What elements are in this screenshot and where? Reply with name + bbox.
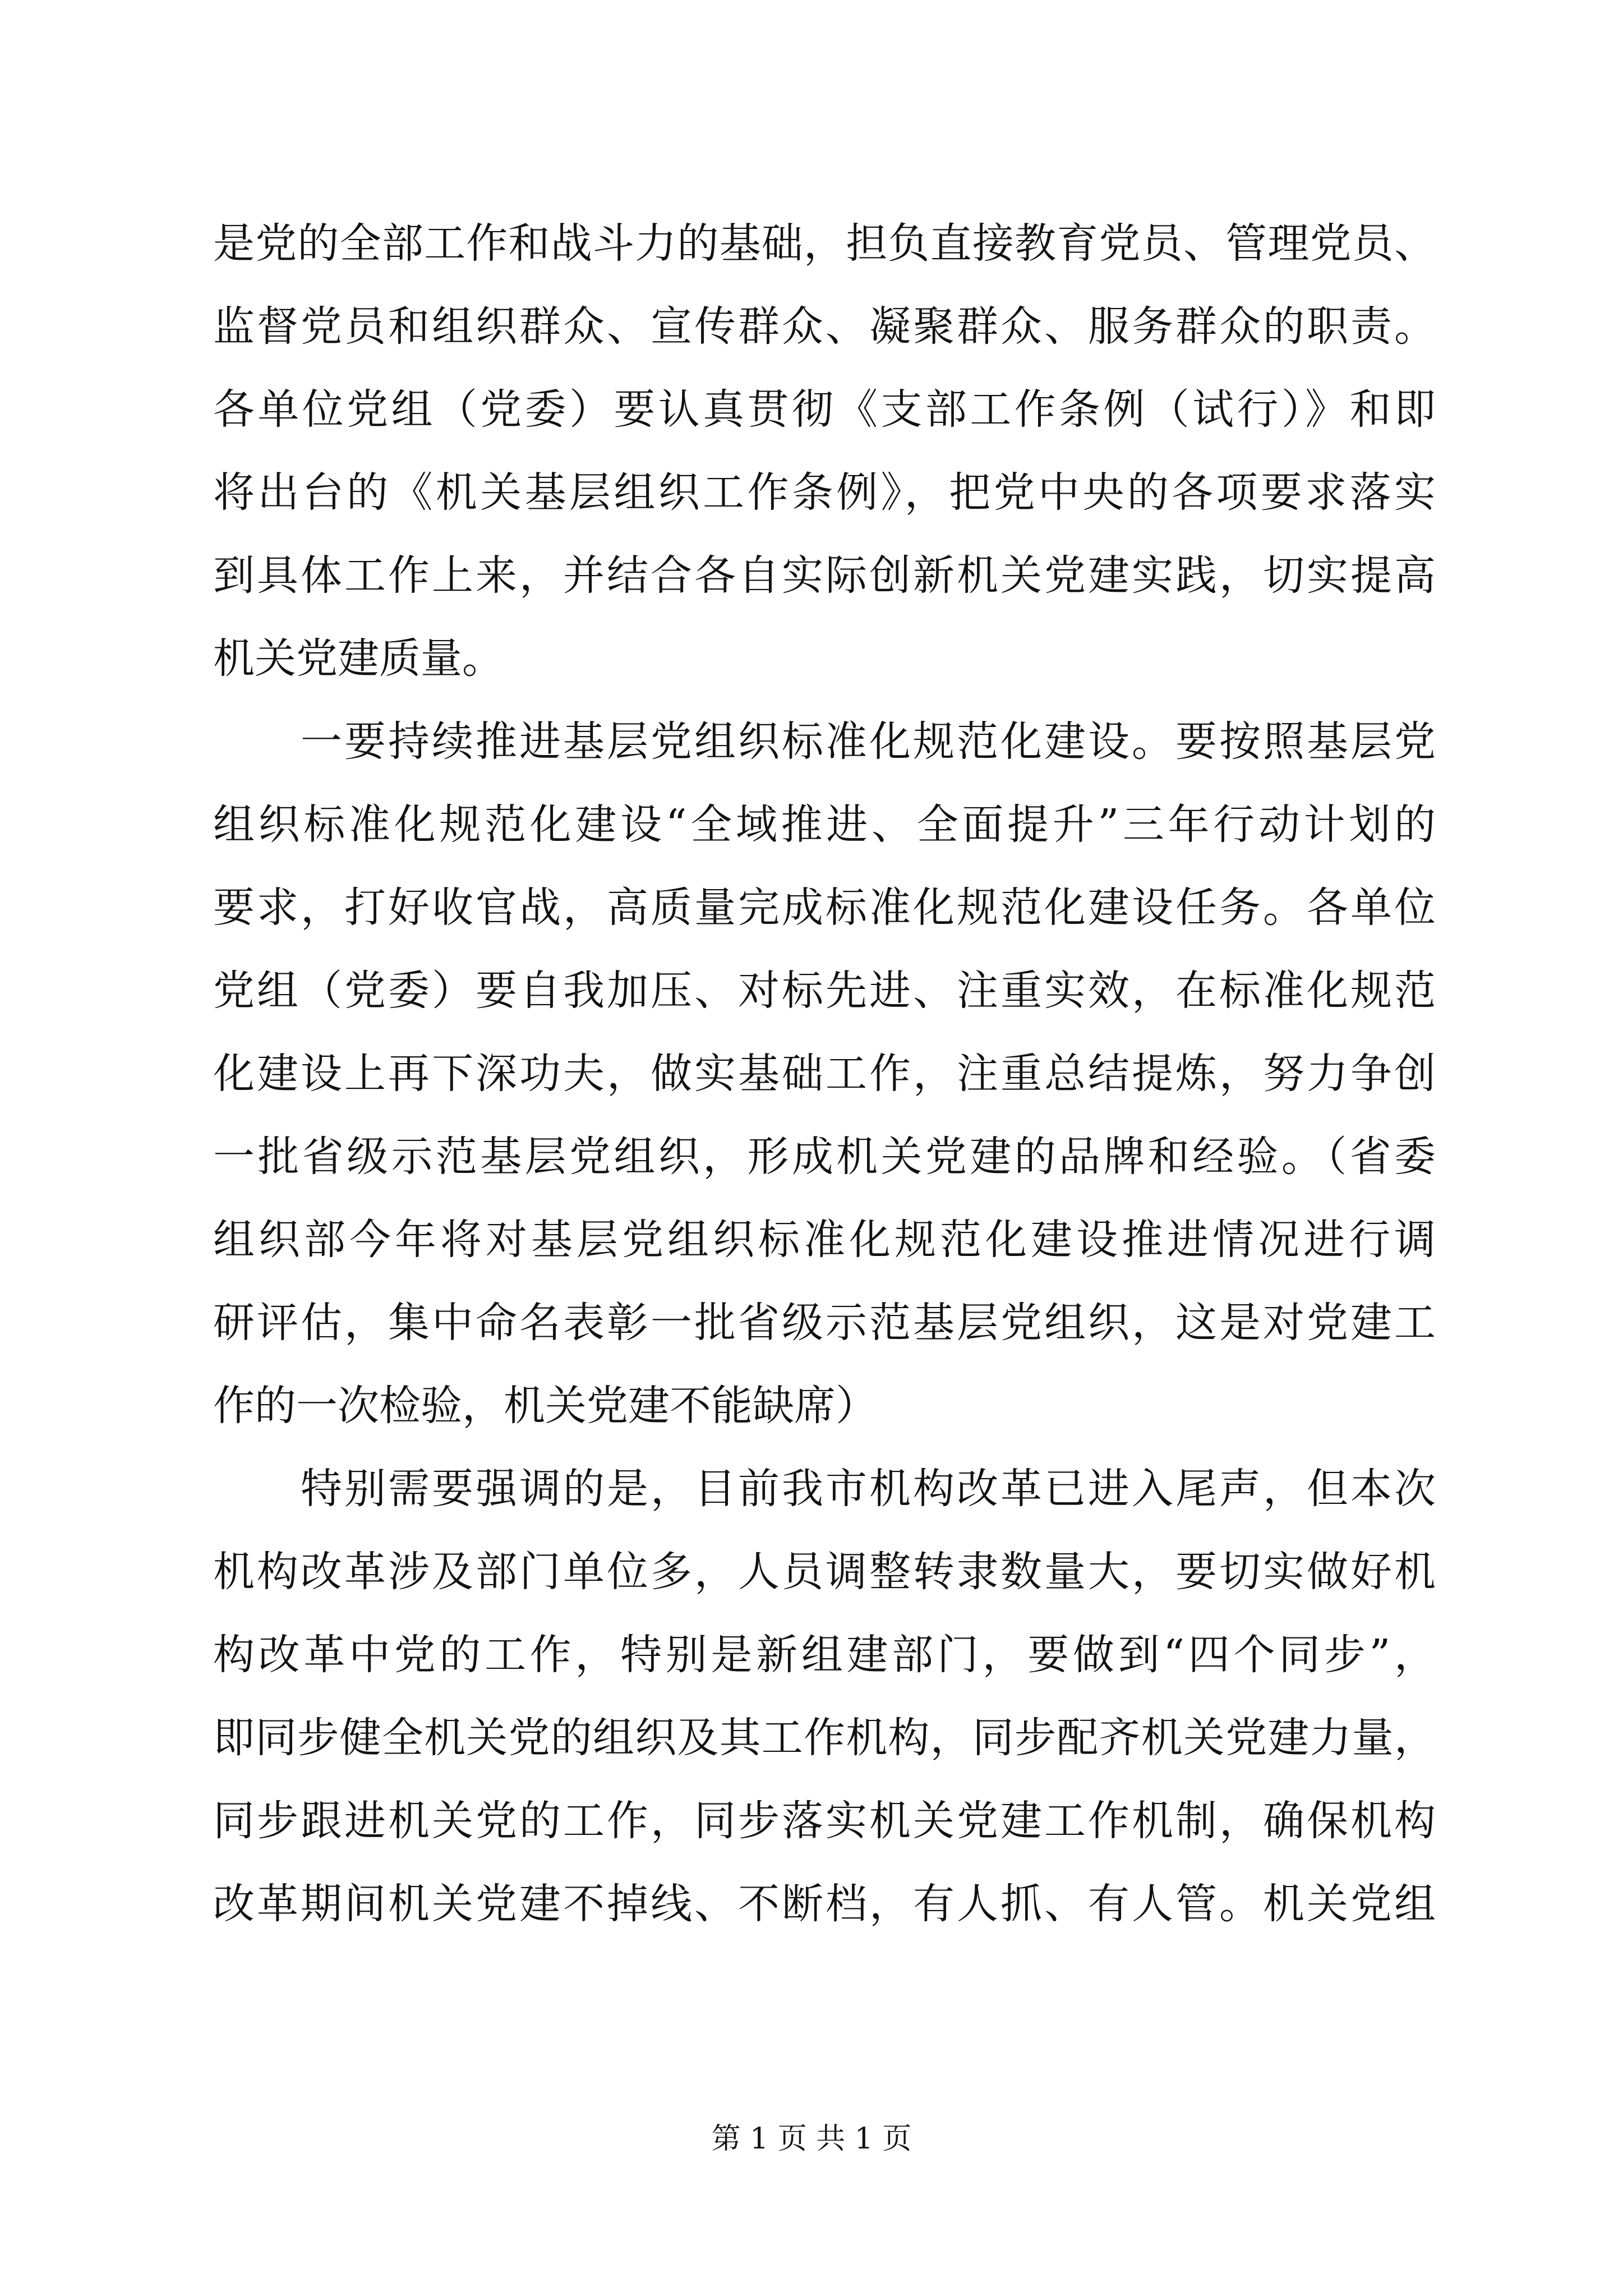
text-line: 组织标准化规范化建设“全域推进、全面提升”三年行动计划的 (213, 800, 1436, 849)
page-number-label: 第 1 页 共 1 页 (711, 2122, 912, 2156)
paragraph-3 (213, 1447, 1436, 1945)
text-line: 作的一次检验，机关党建不能缺席） (213, 1382, 877, 1430)
text-line: 各单位党组（党委）要认真贯彻《支部工作条例（试行）》和即 (213, 385, 1436, 434)
text-line: 一批省级示范基层党组织，形成机关党建的品牌和经验。（省委 (213, 1133, 1436, 1181)
paragraph-2 (213, 700, 1436, 1447)
text-line: 监督党员和组织群众、宣传群众、凝聚群众、服务群众的职责。 (213, 302, 1436, 351)
text-line: 一要持续推进基层党组织标准化规范化建设。要按照基层党 (213, 717, 1436, 766)
text-line: 机构改革涉及部门单位多，人员调整转隶数量大，要切实做好机 (213, 1548, 1436, 1596)
text-line: 机关党建质量。 (213, 634, 504, 683)
page-footer (0, 2115, 1623, 2157)
document-body (213, 202, 1436, 1945)
text-line: 构改革中党的工作，特别是新组建部门，要做到“四个同步”， (213, 1631, 1436, 1679)
text-line: 党组（党委）要自我加压、对标先进、注重实效，在标准化规范 (213, 967, 1436, 1015)
text-line: 即同步健全机关党的组织及其工作机构，同步配齐机关党建力量， (213, 1714, 1436, 1762)
text-line: 是党的全部工作和战斗力的基础，担负直接教育党员、管理党员、 (213, 219, 1436, 268)
text-line: 组织部今年将对基层党组织标准化规范化建设推进情况进行调 (213, 1216, 1436, 1264)
text-line: 到具体工作上来，并结合各自实际创新机关党建实践，切实提高 (213, 551, 1436, 600)
text-line: 研评估，集中命名表彰一批省级示范基层党组织，这是对党建工 (213, 1299, 1436, 1347)
text-line: 同步跟进机关党的工作，同步落实机关党建工作机制，确保机构 (213, 1797, 1436, 1845)
text-line: 将出台的《机关基层组织工作条例》，把党中央的各项要求落实 (213, 468, 1436, 517)
paragraph-1 (213, 202, 1436, 700)
text-line: 要求，打好收官战，高质量完成标准化规范化建设任务。各单位 (213, 884, 1436, 932)
text-line: 特别需要强调的是，目前我市机构改革已进入尾声，但本次 (213, 1465, 1436, 1513)
text-line: 改革期间机关党建不掉线、不断档，有人抓、有人管。机关党组 (213, 1880, 1436, 1928)
text-line: 化建设上再下深功夫，做实基础工作，注重总结提炼，努力争创 (213, 1050, 1436, 1098)
